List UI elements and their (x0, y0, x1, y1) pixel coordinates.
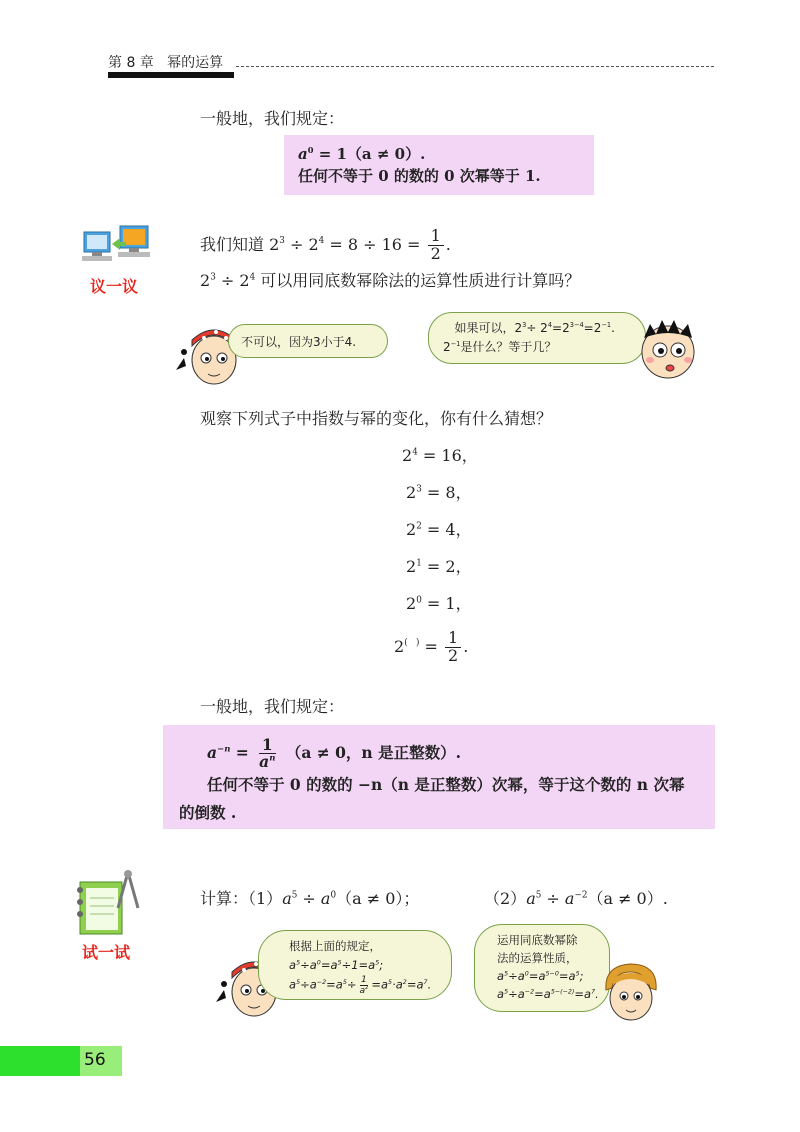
discuss-line-2: $2^3 \div 2^4$ 可以用同底数幂除法的运算性质进行计算吗？ (200, 271, 581, 290)
intro-text-2: 一般地，我们规定： (200, 697, 345, 716)
discuss-label: 议一议 (90, 277, 139, 296)
header-bar (108, 72, 234, 78)
equation-row-blank: 2( ) = $\frac{1}{2}$ . (394, 628, 469, 665)
definition-box-zero-exponent (284, 135, 594, 195)
chapter-header (108, 52, 223, 72)
header-dashed-rule (236, 66, 714, 67)
speech-bubble-bottom-right: 运用同底数幂除 法的运算性质， $a^5\div a^0=a^{5-0}=a^5$; $a^5\div a^{-2}=a^{5-(-2)}=a^7$. (474, 924, 610, 1012)
observe-text: 观察下列式子中指数与幂的变化，你有什么猜想？ (200, 409, 553, 428)
equation-row: $2^4 = 16$， (402, 446, 478, 465)
discuss-icon (76, 218, 156, 298)
page-number: 56 (84, 1050, 106, 1070)
intro-text-1: 一般地，我们规定： (200, 109, 345, 128)
chapter-title: 幂的运算 (167, 55, 224, 71)
equation-row: $2^1 = 2$， (406, 557, 472, 576)
cartoon-boy-right (634, 316, 706, 382)
definition-formula-negative: $a^{-n}$ = $\frac{1}{a^n}$ （a ≠ 0，n 是正整数）. (207, 735, 461, 772)
chapter-number: 第 8 章 (108, 55, 154, 71)
try-icon (70, 868, 156, 964)
try-calc-2: $(2)a^5 \div a^{-2}(a \ne 0)$. (484, 889, 668, 908)
definition-statement: 任何不等于 0 的数的 0 次幂等于 1. (298, 167, 541, 185)
equation-row: $2^3 = 8$， (406, 483, 472, 502)
try-calc-1: 计算：$(1)a^5 \div a^0(a \ne 0)$； (200, 889, 420, 908)
speech-bubble-left: 不可以，因为3小于4. (228, 324, 388, 358)
cartoon-girl-right (600, 960, 662, 1024)
speech-bubble-bottom-left: 根据上面的规定， $a^5\div a^0=a^5\div 1=a^5$; $a^5\div a^{-2}=a^5\div$ $\frac{1}{a^2}$ $=a^5\cdot a^2=a^7$. (258, 930, 452, 1000)
definition-statement-negative: 任何不等于 0 的数的 −n（n 是正整数）次幂，等于这个数的 n 次幂的倒数 . (179, 774, 685, 822)
equation-row: $2^0 = 1$， (406, 594, 472, 613)
equation-row: $2^2 = 4$， (406, 520, 472, 539)
try-label: 试一试 (82, 943, 131, 962)
discuss-line-1: 我们知道 $2^3 \div 2^4 = 8 \div 16$ = $\frac{1}{2}$ . (200, 226, 451, 263)
speech-bubble-right: 如果可以，$2^3\div 2^4=2^{3-4}=2^{-1}$. $2^{-1}$是什么？等于几？ (428, 312, 646, 364)
definition-box-negative-exponent (163, 725, 715, 829)
definition-formula: $a^0 = 1(a \ne 0)$. (298, 144, 426, 163)
